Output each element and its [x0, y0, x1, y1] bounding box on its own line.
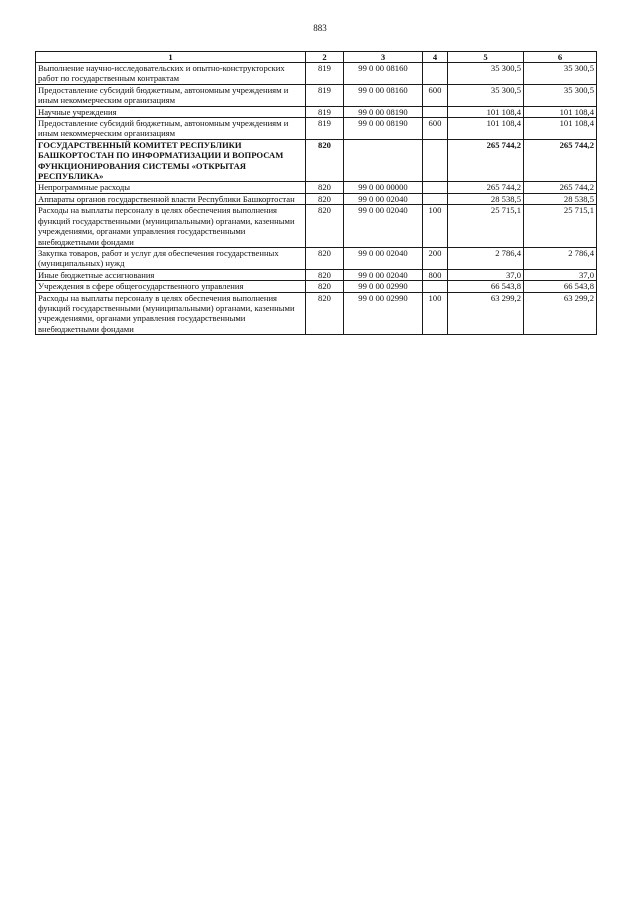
- table-row: [36, 106, 597, 117]
- row-expense-type-cell: [423, 63, 448, 85]
- row-amount-cell: 63 299,2: [524, 292, 597, 335]
- row-amount-cell: 28 538,5: [448, 193, 524, 204]
- row-name-cell: Предоставление субсидий бюджетным, автономным учреждениям и иным некоммерческим организациям: [36, 118, 306, 140]
- row-name-cell: Расходы на выплаты персоналу в целях обеспечения выполнения функций государственными (муниципальными) органами, казенными учреждениями, органами управления государственными внебюджетными фондами: [36, 205, 306, 248]
- row-amount-cell: 66 543,8: [524, 281, 597, 292]
- row-amount-cell: 101 108,4: [448, 118, 524, 140]
- row-expense-type-cell: 100: [423, 205, 448, 248]
- row-amount-cell: 265 744,2: [524, 182, 597, 193]
- row-amount-cell: 25 715,1: [524, 205, 597, 248]
- row-name-cell: Выполнение научно-исследовательских и опытно-конструкторских работ по государственным контрактам: [36, 63, 306, 85]
- table-header-row: [36, 52, 597, 63]
- column-header: 6: [524, 52, 597, 63]
- budget-table: [35, 51, 597, 335]
- row-amount-cell: 28 538,5: [524, 193, 597, 204]
- row-amount-cell: 37,0: [524, 269, 597, 280]
- table-body: [36, 63, 597, 335]
- row-code-cell: 820: [306, 139, 344, 182]
- table-row: [36, 193, 597, 204]
- row-amount-cell: 265 744,2: [448, 139, 524, 182]
- table-row: [36, 63, 597, 85]
- table-row: [36, 84, 597, 106]
- row-name-cell: ГОСУДАРСТВЕННЫЙ КОМИТЕТ РЕСПУБЛИКИ БАШКОРТОСТАН ПО ИНФОРМАТИЗАЦИИ И ВОПРОСАМ ФУНКЦИОНИРОВАНИЯ СИСТЕМЫ «ОТКРЫТАЯ РЕСПУБЛИКА»: [36, 139, 306, 182]
- row-target-item-cell: 99 0 00 08160: [344, 84, 423, 106]
- row-expense-type-cell: [423, 193, 448, 204]
- row-code-cell: 819: [306, 106, 344, 117]
- row-code-cell: 820: [306, 247, 344, 269]
- row-amount-cell: 2 786,4: [448, 247, 524, 269]
- row-name-cell: Непрограммные расходы: [36, 182, 306, 193]
- table-row: [36, 269, 597, 280]
- table-row: [36, 139, 597, 182]
- table-row: [36, 281, 597, 292]
- row-name-cell: Учреждения в сфере общегосударственного управления: [36, 281, 306, 292]
- page-number: 883: [313, 23, 327, 33]
- row-amount-cell: 35 300,5: [448, 84, 524, 106]
- row-code-cell: 820: [306, 205, 344, 248]
- column-header: 1: [36, 52, 306, 63]
- row-amount-cell: 101 108,4: [524, 106, 597, 117]
- row-amount-cell: 35 300,5: [524, 84, 597, 106]
- row-amount-cell: 35 300,5: [448, 63, 524, 85]
- column-header: 2: [306, 52, 344, 63]
- table-row: [36, 182, 597, 193]
- row-amount-cell: 66 543,8: [448, 281, 524, 292]
- row-code-cell: 820: [306, 292, 344, 335]
- row-amount-cell: 37,0: [448, 269, 524, 280]
- table-row: [36, 205, 597, 248]
- row-target-item-cell: 99 0 00 02040: [344, 247, 423, 269]
- row-name-cell: Научные учреждения: [36, 106, 306, 117]
- table-row: [36, 247, 597, 269]
- row-expense-type-cell: [423, 139, 448, 182]
- table-row: [36, 292, 597, 335]
- row-amount-cell: 63 299,2: [448, 292, 524, 335]
- row-name-cell: Иные бюджетные ассигнования: [36, 269, 306, 280]
- row-target-item-cell: 99 0 00 08190: [344, 118, 423, 140]
- row-expense-type-cell: 100: [423, 292, 448, 335]
- row-expense-type-cell: [423, 106, 448, 117]
- row-name-cell: Предоставление субсидий бюджетным, автономным учреждениям и иным некоммерческим организациям: [36, 84, 306, 106]
- column-header: 3: [344, 52, 423, 63]
- row-target-item-cell: 99 0 00 02040: [344, 193, 423, 204]
- row-target-item-cell: 99 0 00 02990: [344, 281, 423, 292]
- row-amount-cell: 25 715,1: [448, 205, 524, 248]
- row-amount-cell: 2 786,4: [524, 247, 597, 269]
- row-expense-type-cell: 800: [423, 269, 448, 280]
- row-name-cell: Закупка товаров, работ и услуг для обеспечения государственных (муниципальных) нужд: [36, 247, 306, 269]
- row-code-cell: 819: [306, 84, 344, 106]
- row-expense-type-cell: [423, 281, 448, 292]
- column-header: 4: [423, 52, 448, 63]
- row-code-cell: 820: [306, 281, 344, 292]
- row-target-item-cell: [344, 139, 423, 182]
- row-code-cell: 820: [306, 269, 344, 280]
- row-amount-cell: 101 108,4: [448, 106, 524, 117]
- row-amount-cell: 265 744,2: [448, 182, 524, 193]
- row-amount-cell: 101 108,4: [524, 118, 597, 140]
- row-name-cell: Расходы на выплаты персоналу в целях обеспечения выполнения функций государственными (муниципальными) органами, казенными учреждениями, органами управления государственными внебюджетными фондами: [36, 292, 306, 335]
- row-code-cell: 820: [306, 182, 344, 193]
- row-expense-type-cell: 600: [423, 118, 448, 140]
- row-target-item-cell: 99 0 00 08190: [344, 106, 423, 117]
- row-target-item-cell: 99 0 00 00000: [344, 182, 423, 193]
- row-amount-cell: 265 744,2: [524, 139, 597, 182]
- column-header: 5: [448, 52, 524, 63]
- row-amount-cell: 35 300,5: [524, 63, 597, 85]
- row-target-item-cell: 99 0 00 02990: [344, 292, 423, 335]
- row-expense-type-cell: 600: [423, 84, 448, 106]
- row-target-item-cell: 99 0 00 08160: [344, 63, 423, 85]
- row-expense-type-cell: [423, 182, 448, 193]
- row-expense-type-cell: 200: [423, 247, 448, 269]
- row-code-cell: 819: [306, 63, 344, 85]
- row-name-cell: Аппараты органов государственной власти Республики Башкортостан: [36, 193, 306, 204]
- row-target-item-cell: 99 0 00 02040: [344, 205, 423, 248]
- row-code-cell: 819: [306, 118, 344, 140]
- row-target-item-cell: 99 0 00 02040: [344, 269, 423, 280]
- row-code-cell: 820: [306, 193, 344, 204]
- table-row: [36, 118, 597, 140]
